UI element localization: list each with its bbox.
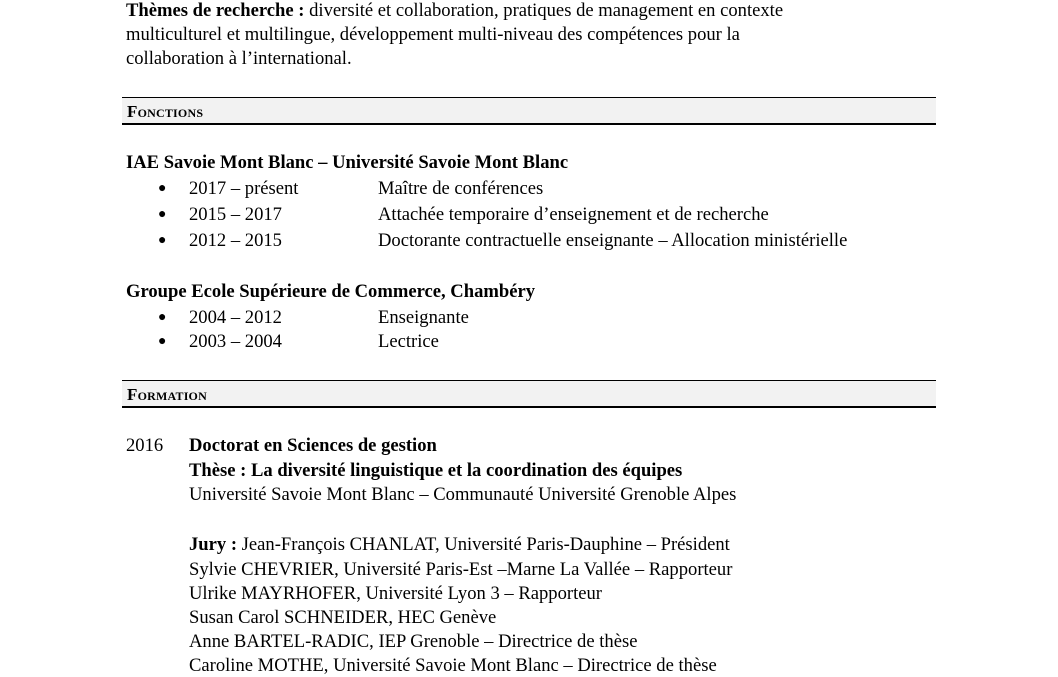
position-role: Lectrice xyxy=(378,331,439,352)
jury-member: Jean-François CHANLAT, Université Paris-Dauphine – Président xyxy=(237,534,730,555)
position-role: Enseignante xyxy=(378,307,469,328)
research-themes-label: Thèmes de recherche : xyxy=(126,0,305,21)
position-role: Attachée temporaire d’enseignement et de recherche xyxy=(378,204,769,225)
position-period: 2012 – 2015 xyxy=(189,230,282,251)
research-themes-text-1: diversité et collaboration, pratiques de management en contexte xyxy=(304,0,784,21)
formation-year: 2016 xyxy=(126,435,164,456)
research-themes-line-2: multiculturel et multilingue, développement multi-niveau des compétences pour la xyxy=(126,24,740,45)
position-role: Doctorante contractuelle enseignante – Allocation ministérielle xyxy=(378,230,848,251)
jury-label: Jury : xyxy=(189,534,238,555)
bullet-icon: ● xyxy=(158,334,167,349)
employer-name-text: Groupe Ecole Supérieure de Commerce, Chambéry xyxy=(126,281,535,302)
section-title-fonctions: Fonctions xyxy=(127,102,204,121)
jury-member: Susan Carol SCHNEIDER, HEC Genève xyxy=(189,607,497,628)
formation-thesis xyxy=(189,460,682,482)
position-period: 2015 – 2017 xyxy=(189,204,282,225)
jury-member: Sylvie CHEVRIER, Université Paris-Est –Marne La Vallée – Rapporteur xyxy=(189,559,733,580)
section-header-fonctions xyxy=(122,97,936,125)
bullet-icon: ● xyxy=(158,233,167,248)
formation-thesis-text: Thèse : La diversité linguistique et la coordination des équipes xyxy=(189,460,683,481)
employer-name-text: IAE Savoie Mont Blanc – Université Savoie Mont Blanc xyxy=(126,152,569,173)
employer-name xyxy=(126,152,568,174)
bullet-icon: ● xyxy=(158,181,167,196)
jury-member: Caroline MOTHE, Université Savoie Mont Blanc – Directrice de thèse xyxy=(189,655,717,676)
jury-member: Anne BARTEL-RADIC, IEP Grenoble – Directrice de thèse xyxy=(189,631,638,652)
research-themes-line-3: collaboration à l’international. xyxy=(126,48,352,69)
employer-name xyxy=(126,281,535,303)
position-role: Maître de conférences xyxy=(378,178,544,199)
position-period: 2003 – 2004 xyxy=(189,331,282,352)
formation-degree-text: Doctorat en Sciences de gestion xyxy=(189,435,437,456)
formation-degree xyxy=(189,435,437,457)
research-themes-line-1 xyxy=(126,0,783,22)
bullet-icon: ● xyxy=(158,207,167,222)
formation-university: Université Savoie Mont Blanc – Communauté Université Grenoble Alpes xyxy=(189,484,737,505)
bullet-icon: ● xyxy=(158,310,167,325)
position-period: 2004 – 2012 xyxy=(189,307,282,328)
jury-member: Ulrike MAYRHOFER, Université Lyon 3 – Rapporteur xyxy=(189,583,602,604)
section-header-formation xyxy=(122,380,936,408)
section-title-formation: Formation xyxy=(127,385,207,404)
jury-line xyxy=(189,534,730,556)
position-period: 2017 – présent xyxy=(189,178,299,199)
